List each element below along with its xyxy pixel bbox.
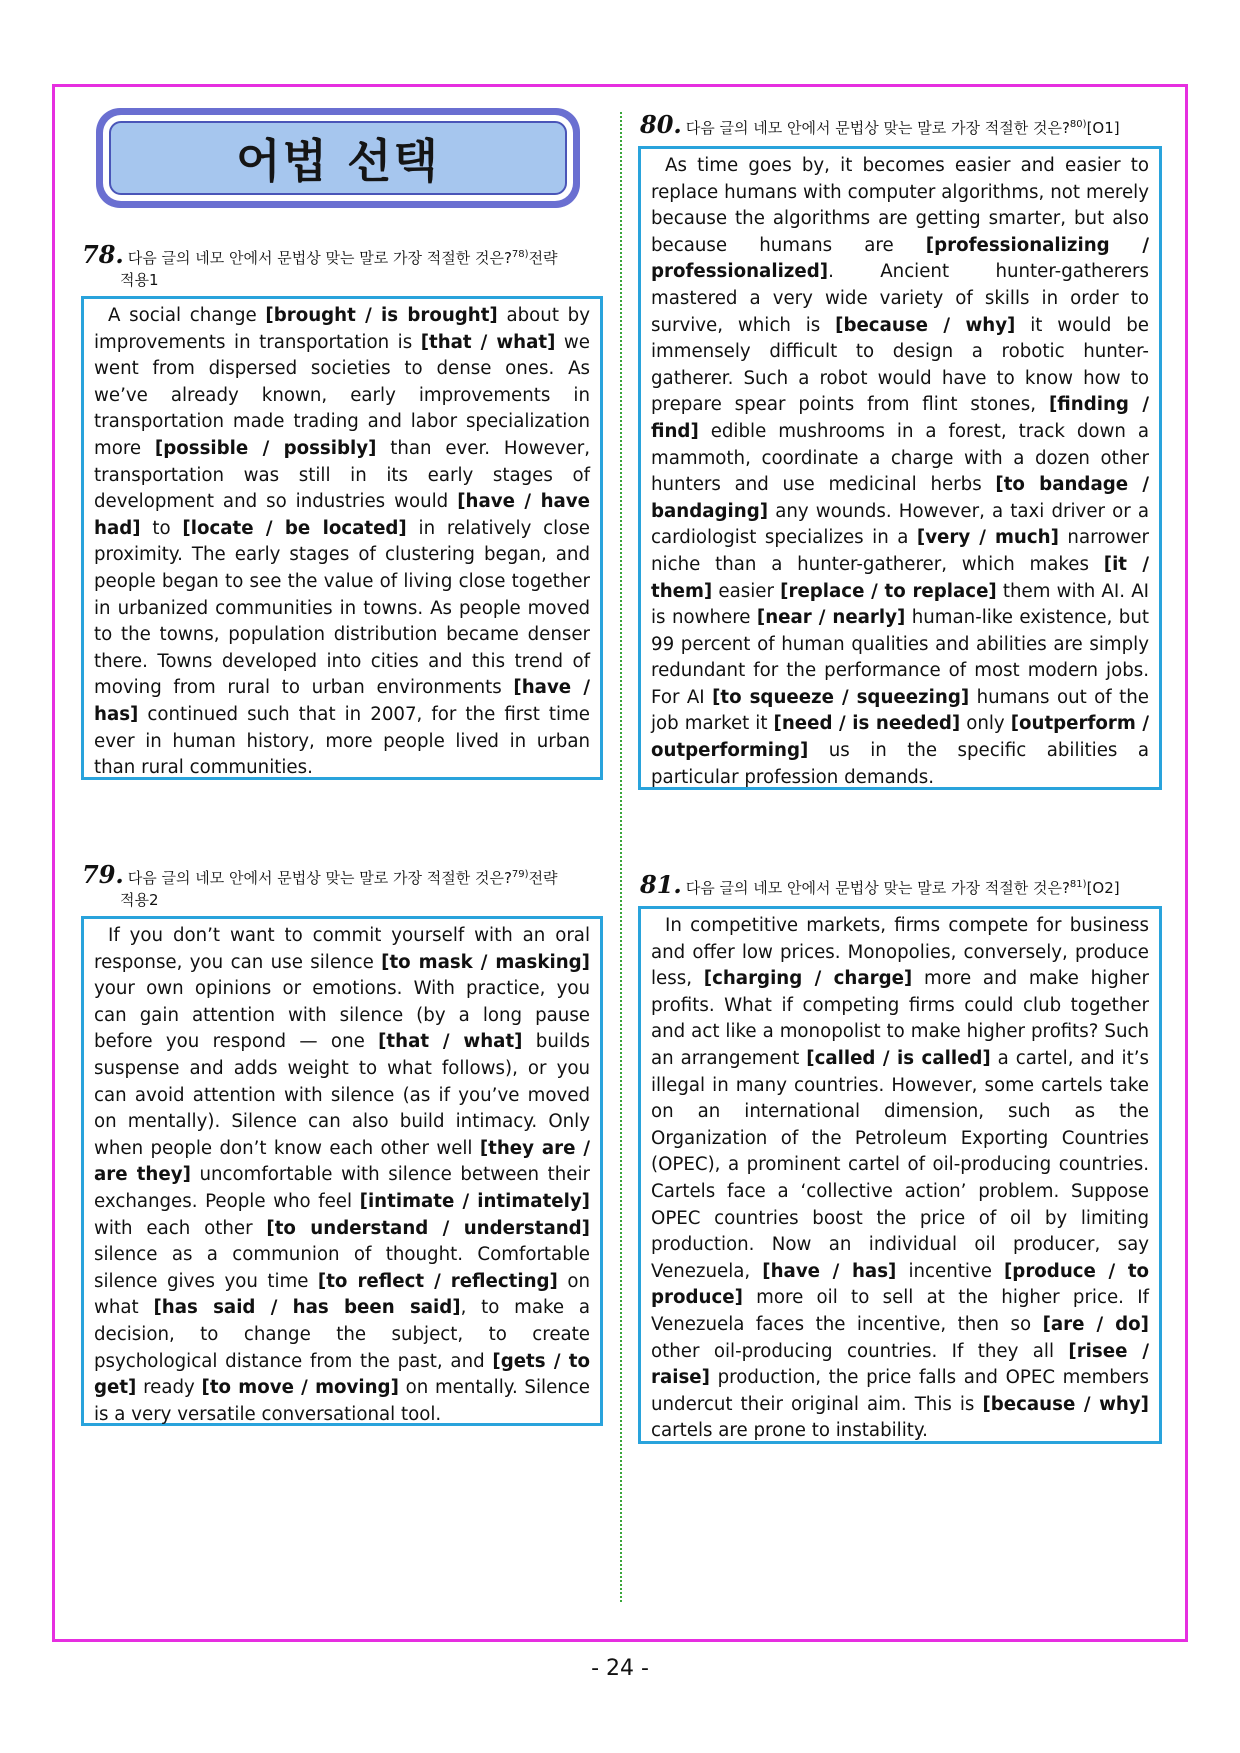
page-number: - 24 - <box>591 1656 649 1681</box>
question-prompt: 다음 글의 네모 안에서 문법상 맞는 말로 가장 적절한 것은? <box>127 869 512 887</box>
grammar-choice: [that / what] <box>378 1031 523 1053</box>
footnote-ref: 78) <box>511 249 529 260</box>
question-tag: 전략 <box>528 869 558 887</box>
grammar-choice: [very / much] <box>916 527 1059 549</box>
question-prompt: 다음 글의 네모 안에서 문법상 맞는 말로 가장 적절한 것은? <box>685 119 1070 137</box>
grammar-choice: [replace / to replace] <box>780 580 997 602</box>
grammar-choice: [have / has] <box>94 677 590 725</box>
question-number: 79. <box>82 860 124 889</box>
grammar-choice: [charging / charge] <box>703 968 913 990</box>
question-prompt: 다음 글의 네모 안에서 문법상 맞는 말로 가장 적절한 것은? <box>127 249 512 267</box>
question-tag-line2: 적용1 <box>120 271 159 289</box>
grammar-choice: [professionalizing / professionalized] <box>651 234 1149 283</box>
grammar-choice: [near / nearly] <box>756 607 906 629</box>
question-number: 81. <box>640 870 682 899</box>
grammar-choice: [to move / moving] <box>201 1377 399 1399</box>
grammar-choice: [have / have had] <box>94 491 590 539</box>
grammar-choice: [brought / is brought] <box>265 305 498 326</box>
question-tag: [O1] <box>1086 119 1120 137</box>
grammar-choice: [that / what] <box>420 331 556 353</box>
passage-text: If you don’t want to commit yourself with an oral response, you can use silence [to mask / masking] your own opinions or emotions. With practice, you can gain attention with silence (by a long pause before you respond — one [that / what] builds suspense and adds weight to what follows), or you can avoid attention with silence (as if you’ve moved on mentally). Silence can also build intimacy. Only when people don’t know each other well [they are / are they] uncomfortable with silence between their exchanges. People who feel [intimate / intimately] with each other [to understand / understand] silence as a communion of thought. Comfortable silence gives you time [to reflect / reflecting] on what [has said / has been said], to make a decision, to change the subject, to create psychological distance from the past, and [gets / to get] ready [to move / moving] on mentally. Silence is a very versatile conversational tool. <box>94 925 590 1425</box>
question-number: 78. <box>82 240 124 269</box>
question-number: 80. <box>640 110 682 139</box>
section-title-banner <box>96 108 580 208</box>
question-tag-line2: 적용2 <box>120 891 159 909</box>
grammar-choice: [called / is called] <box>806 1047 991 1069</box>
question-78-passage <box>81 296 603 780</box>
grammar-choice: [to understand / understand] <box>266 1217 590 1239</box>
question-80-passage <box>638 146 1162 790</box>
question-78-header <box>82 240 602 291</box>
question-prompt: 다음 글의 네모 안에서 문법상 맞는 말로 가장 적절한 것은? <box>685 879 1070 897</box>
grammar-choice: [are / do] <box>1042 1313 1149 1335</box>
grammar-choice: [because / why] <box>835 314 1016 336</box>
grammar-choice: [has said / has been said] <box>153 1297 461 1319</box>
question-tag: [O2] <box>1086 879 1120 897</box>
grammar-choice: [to reflect / reflecting] <box>317 1270 558 1292</box>
grammar-choice: [to bandage / bandaging] <box>651 474 1149 522</box>
grammar-choice: [need / is needed] <box>773 713 961 735</box>
grammar-choice: [locate / be located] <box>182 517 407 539</box>
grammar-choice: [produce / to produce] <box>651 1260 1150 1309</box>
question-79-passage <box>81 916 603 1426</box>
section-title: 어법 선택 <box>236 134 440 188</box>
passage-text: In competitive markets, firms compete for business and offer low prices. Monopolies, conversely, produce less, [charging / charge] more and make higher profits. What if competing firms could club together and act like a monopolist to make higher profits? Such an arrangement [called / is called] a cartel, and it’s illegal in many countries. However, some cartels take on an international dimension, such as the Organization of the Petroleum Exporting Countries (OPEC), a prominent cartel of oil-producing countries. Cartels face a ‘collective action’ problem. Suppose OPEC countries boost the price of oil by limiting production. Now an individual oil producer, say Venezuela, [have / has] incentive [produce / to produce] more oil to sell at the higher price. If Venezuela faces the incentive, then so [are / do] other oil-producing countries. If they all [risee / raise] production, the price falls and OPEC members undercut their original aim. This is [because / why] cartels are prone to instability. <box>651 915 1150 1442</box>
question-81-passage <box>638 906 1162 1444</box>
grammar-choice: [it / them] <box>651 553 1149 602</box>
grammar-choice: [possible / possibly] <box>154 437 377 459</box>
question-tag: 전략 <box>528 249 558 267</box>
grammar-choice: [gets / to get] <box>94 1350 590 1399</box>
question-79-header <box>82 860 602 911</box>
grammar-choice: [to mask / masking] <box>381 951 590 973</box>
grammar-choice: [because / why] <box>982 1393 1149 1415</box>
column-divider <box>620 112 622 1602</box>
footnote-ref: 80) <box>1069 119 1087 130</box>
passage-text: A social change [brought / is brought] about by improvements in transportation is [that / what] we went from dispersed societies to dense ones. As we’ve already known, early improvements in transportation made trading and labor specialization more [possible / possibly] than ever. However, transportation was still in its early stages of development and so industries would [have / have had] to [locate / be located] in relatively close proximity. The early stages of clustering began, and people began to see the value of living close together in urbanized communities in towns. As people moved to the towns, population distribution became denser there. Towns developed into cities and this trend of moving from rural to urban environments [have / has] continued such that in 2007, for the first time ever in human history, more people lived in urban than rural communities. <box>94 305 590 779</box>
grammar-choice: [they are / are they] <box>94 1137 590 1186</box>
passage-text: As time goes by, it becomes easier and easier to replace humans with computer algorithms, not merely because the algorithms are getting smarter, but also because humans are [professionalizing / professionalized]. Ancient hunter-gatherers mastered a very wide variety of skills in order to survive, which is [because / why] it would be immensely difficult to design a robotic hunter-gatherer. Such a robot would have to know how to prepare spear points from flint stones, [finding / find] edible mushrooms in a forest, track down a mammoth, coordinate a charge with a dozen other hunters and use medicinal herbs [to bandage / bandaging] any wounds. However, a taxi driver or a cardiologist specializes in a [very / much] narrower niche than a hunter-gatherer, which makes [it / them] easier [replace / to replace] them with AI. AI is nowhere [near / nearly] human-like existence, but 99 percent of human qualities and abilities are simply redundant for the performance of most modern jobs. For AI [to squeeze / squeezing] humans out of the job market it [need / is needed] only [outperform / outperforming] us in the specific abilities a particular profession demands. <box>651 155 1150 788</box>
grammar-choice: [intimate / intimately] <box>359 1190 590 1212</box>
grammar-choice: [to squeeze / squeezing] <box>712 686 970 708</box>
grammar-choice: [outperform / outperforming] <box>651 713 1149 762</box>
grammar-choice: [risee / raise] <box>651 1340 1149 1389</box>
footnote-ref: 81) <box>1069 879 1087 890</box>
grammar-choice: [finding / find] <box>651 394 1149 442</box>
question-80-header <box>640 110 1160 139</box>
footnote-ref: 79) <box>511 869 529 880</box>
question-81-header <box>640 870 1160 899</box>
grammar-choice: [have / has] <box>762 1260 897 1282</box>
